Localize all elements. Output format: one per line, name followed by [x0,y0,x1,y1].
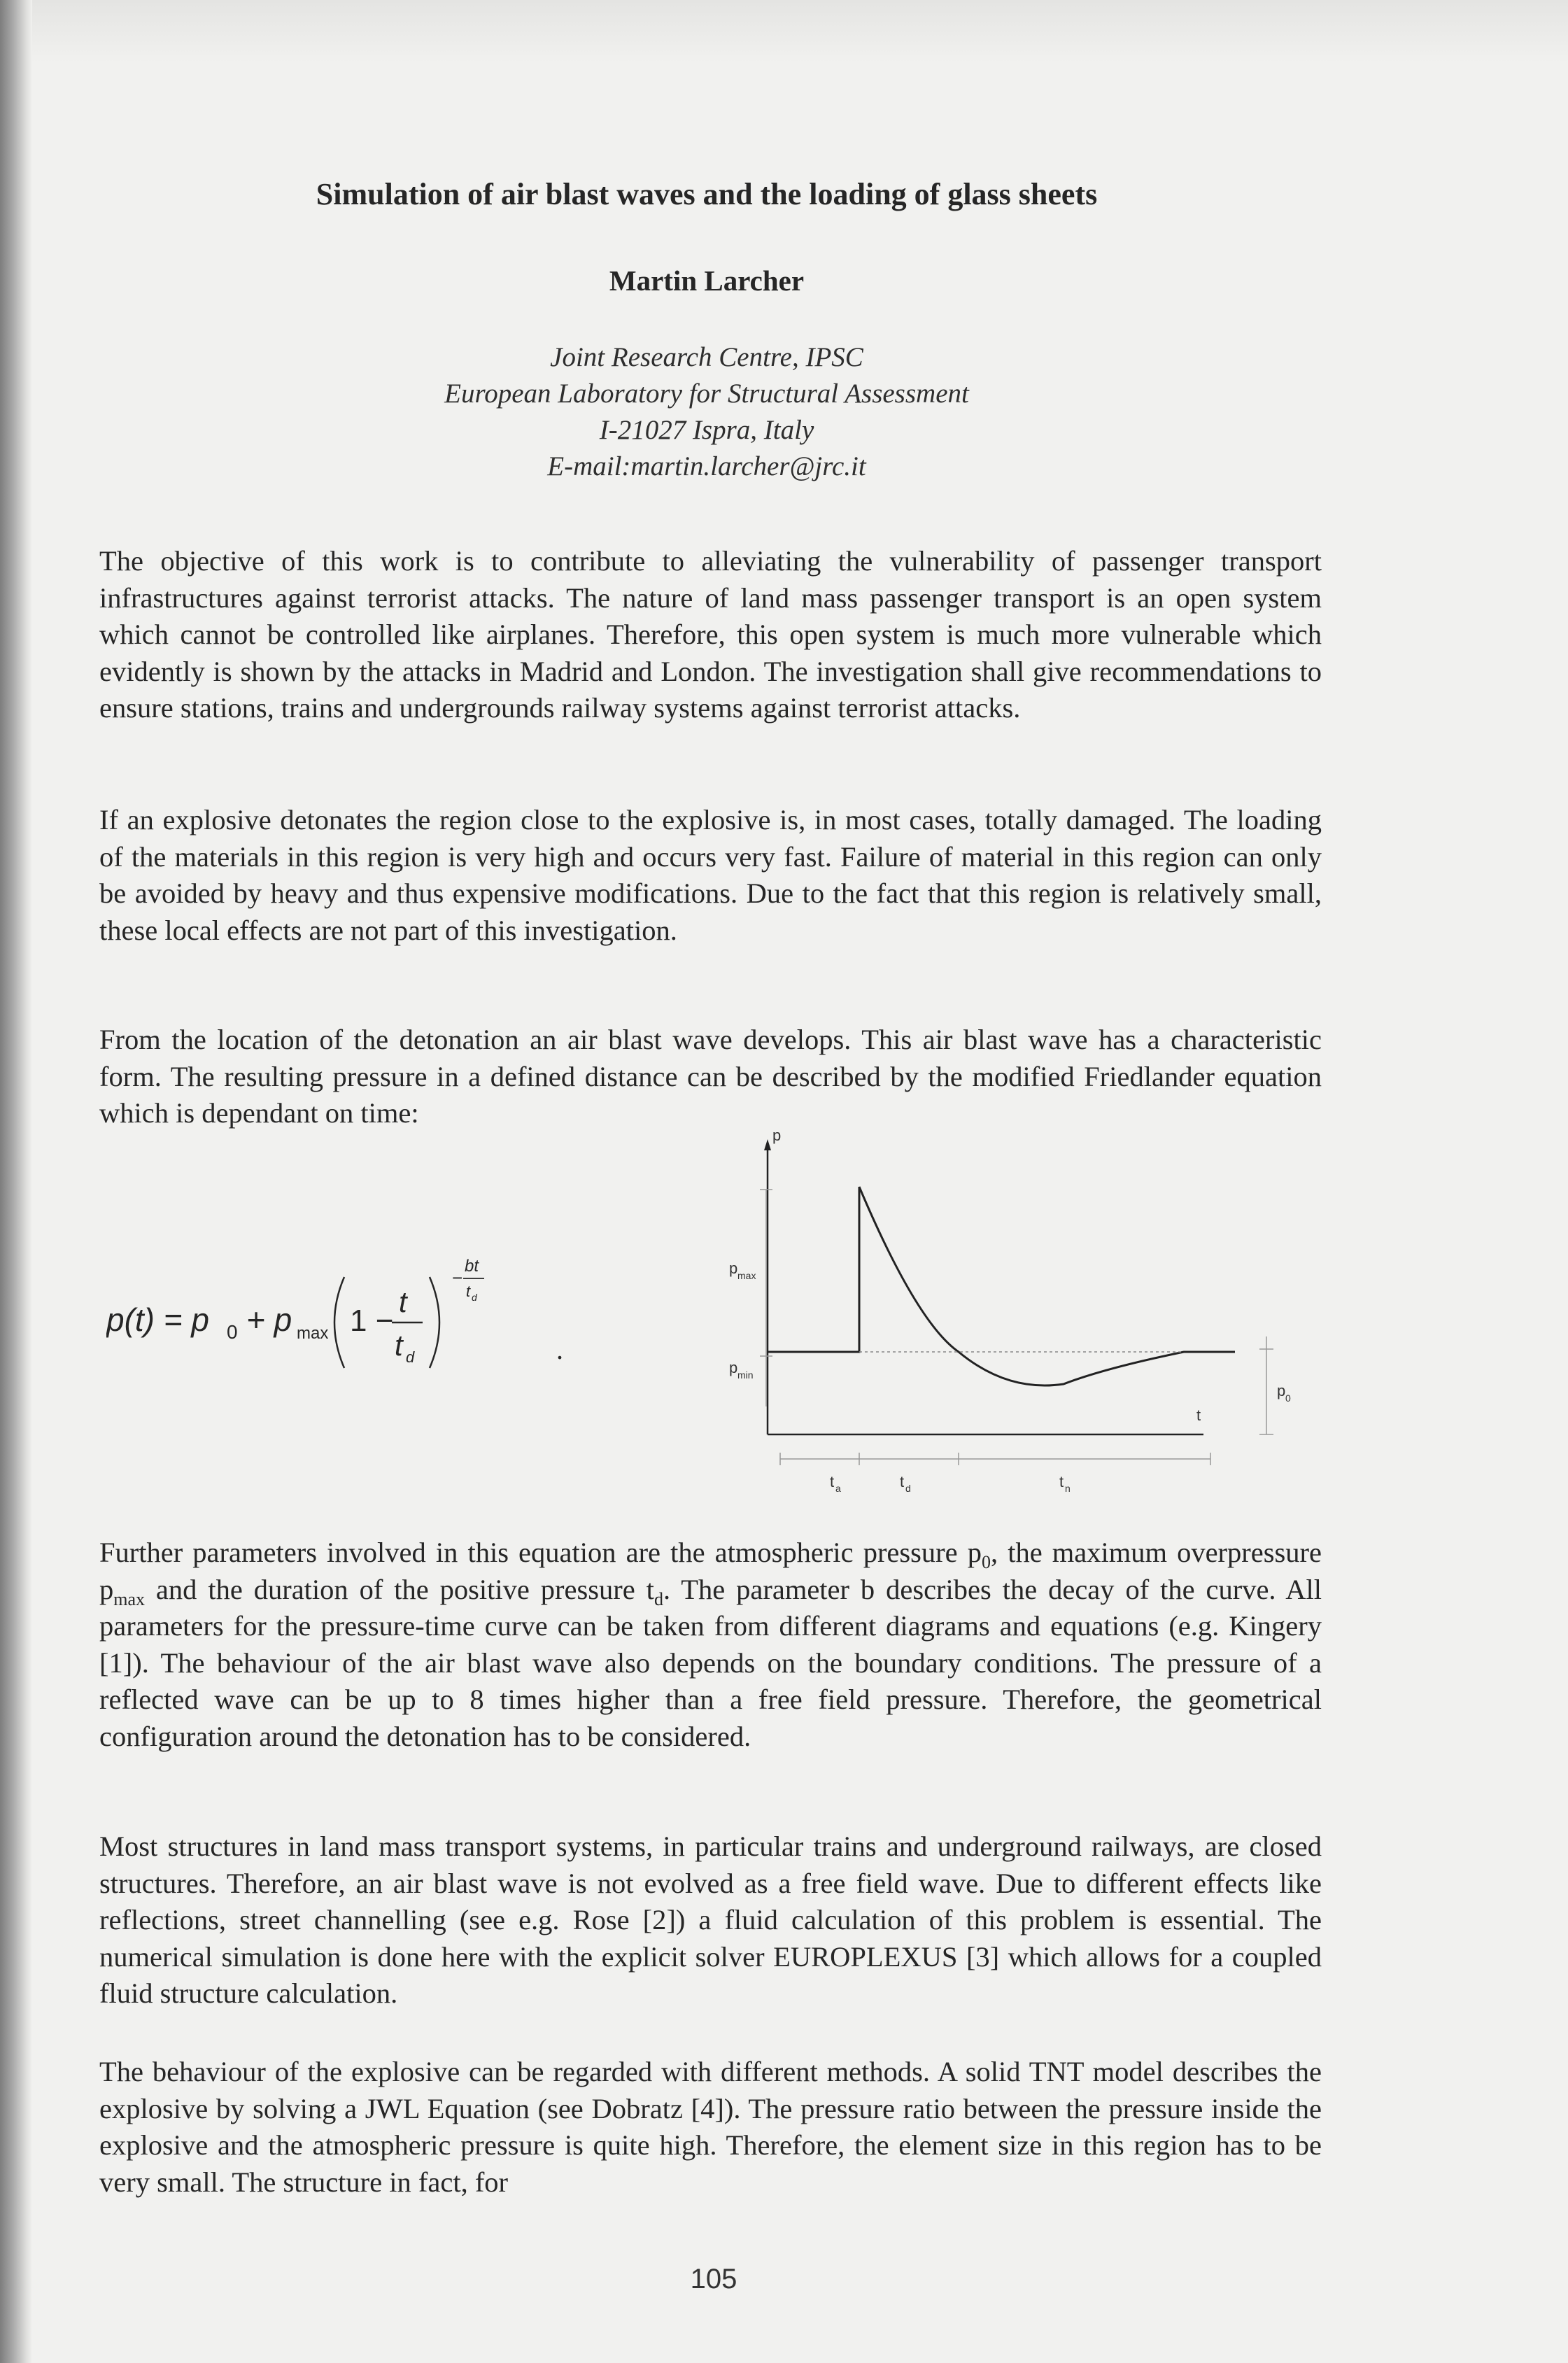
pmax-subscript: max [737,1270,756,1281]
formula-plus-pmax: + p [246,1302,292,1338]
affiliation-institute: Joint Research Centre, IPSC [550,342,863,372]
tn-label: t [1059,1473,1064,1490]
pmin-label: p [729,1359,738,1376]
paper-title: Simulation of air blast waves and the loading of glass sheets [316,177,1098,211]
pmin-subscript: min [737,1369,754,1381]
pressure-curve-decay [859,1187,1235,1385]
author-name: Martin Larcher [609,264,805,297]
formula-exponent-denominator: t [466,1283,471,1300]
formula-right-paren [430,1277,439,1368]
p4-text-a: Further parameters involved in this equation are the atmospheric pressure p [99,1537,982,1568]
paragraph-parameters [99,1535,1322,1755]
formula-pmax-subscript: max [297,1324,329,1343]
ta-label: t [830,1473,835,1490]
p4-subscript-d: d [654,1588,663,1609]
formula-trailing-period: . [556,1334,563,1365]
formula-left-paren [334,1277,344,1368]
p4-subscript-max: max [113,1588,146,1609]
formula-exponent-minus: − [452,1267,463,1288]
paragraph-explosive-behaviour: The behaviour of the explosive can be regarded with different methods. A solid TNT model describes the explosive by solving a JWL Equation (see Dobratz [4]). The pressure ratio between the pressure inside the explosive and the atmospheric pressure is quite high. Therefore, the element size in this region has to be very small. The structure in fact, for [99,2056,1322,2198]
paragraph-detonation-region: If an explosive detonates the region close to the explosive is, in most cases, totally damaged. The loading of the materials in this region is very high and occurs very fast. Failure of material in this region can only be avoided by heavy and thus expensive modifications. Due to the fact that this region is relatively small, these local effects are not part of this investigation. [99,804,1322,946]
page-top-shade [0,0,1568,63]
p4-text-d: . The parameter b describes the decay of the curve. All parameters for the pressure-time curve can be taken from different diagrams and equations (e.g. Kingery [1]). The behaviour of the air blast wave also depends on the boundary conditions. The pressure of a reflected wave can be up to 8 times higher than a free field pressure. Therefore, the geometrical configuration around the detonation has to be considered. [99,1573,1322,1752]
formula-denominator-subscript: d [406,1348,415,1366]
p4-text-b: , the maximum overpressure p [99,1537,1322,1605]
p4-text-c: and the duration of the positive pressure t [145,1573,654,1605]
td-label: t [900,1473,905,1490]
pressure-curve-rise [768,1187,859,1352]
ta-subscript: a [835,1483,841,1494]
formula-p0-subscript: 0 [227,1321,238,1343]
p0-label: p [1277,1382,1286,1399]
paragraph-objective: The objective of this work is to contribute to alleviating the vulnerability of passenger transport infrastructures against terrorist attacks. The nature of land mass passenger transport is an open system which cannot be controlled like airplanes. Therefore, this open system is much more vulnerable which evidently is shown by the attacks in Madrid and London. The investigation shall give recommendations to ensure stations, trains and undergrounds railway systems against terrorist attacks. [99,545,1322,724]
affiliation-email: E-mail:martin.larcher@jrc.it [547,451,866,481]
formula-exponent-numerator: bt [465,1257,479,1276]
formula-lhs: p(t) = p [106,1302,210,1338]
p4-subscript-0: 0 [981,1552,991,1573]
tn-subscript: n [1065,1483,1071,1494]
p0-subscript: 0 [1285,1392,1291,1404]
paragraph-air-blast-wave: From the location of the detonation an air blast wave develops. This air blast wave has a characteristic form. The resulting pressure in a defined distance can be described by the modified Friedlander equation which is dependant on time: [99,1024,1322,1129]
page-number: 105 [690,2264,737,2294]
pressure-time-figure [714,1127,1301,1504]
formula-exponent-den-subscript: d [472,1292,477,1303]
formula-one-minus: 1 − [350,1304,394,1338]
formula-numerator-t: t [399,1285,407,1318]
y-axis-arrow [764,1139,771,1150]
affiliation-laboratory: European Laboratory for Structural Assessment [444,379,969,409]
formula-denominator-t: t [395,1329,403,1362]
x-axis-label: t [1196,1406,1201,1424]
td-subscript: d [905,1483,911,1494]
affiliation-address: I-21027 Ispra, Italy [599,415,814,445]
pmax-label: p [729,1260,738,1277]
y-axis-label: p [772,1127,782,1144]
paragraph-closed-structures: Most structures in land mass transport systems, in particular trains and underground railways, are closed structures. Therefore, an air blast wave is not evolved as a free field wave. Due to different effects like reflections, street channelling (see e.g. Rose [2]) a fluid calculation of this problem is essential. The numerical simulation is done here with the explicit solver EUROPLEXUS [3] which allows for a coupled fluid structure calculation. [99,1831,1322,2009]
friedlander-equation [106,1242,498,1382]
